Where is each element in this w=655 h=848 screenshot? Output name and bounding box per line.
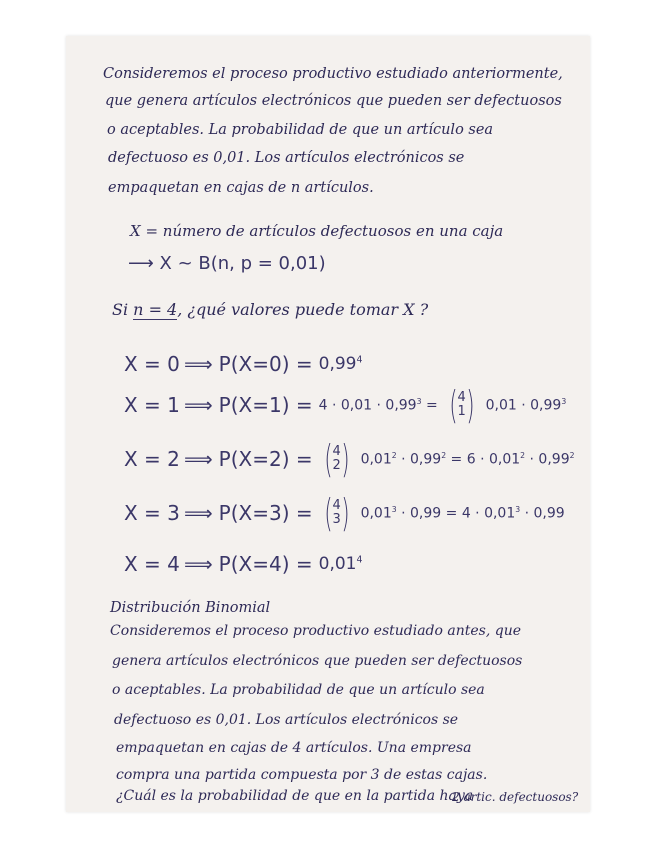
paragraph-line: Consideremos el proceso productivo estudiado anteriormente, xyxy=(103,66,563,82)
paragraph-line: 2 artic. defectuosos? xyxy=(452,790,579,804)
probability-label: P(X=3) = xyxy=(218,501,313,525)
implies-arrow: ⟹ xyxy=(184,352,213,376)
case-row xyxy=(124,437,575,481)
x-value: X = 3 xyxy=(124,501,180,525)
paragraph-line: Consideremos el proceso productivo estudiado antes, que xyxy=(110,623,522,639)
x-value: X = 0 xyxy=(124,352,180,376)
distribution-statement: ⟶ X ~ B(n, p = 0,01) xyxy=(128,253,326,274)
binomial-coefficient: ( 4 2 ) xyxy=(323,437,350,481)
paragraph-line: ¿Cuál es la probabilidad de que en la partida haya xyxy=(116,788,474,804)
x-value: X = 1 xyxy=(124,393,180,417)
question-text: , ¿qué valores puede tomar X ? xyxy=(177,300,429,319)
question-prefix: Si xyxy=(112,300,129,319)
probability-expression: 0,01$^4$ xyxy=(318,554,363,574)
n-value: n = 4 xyxy=(133,300,178,319)
implies-arrow: ⟹ xyxy=(184,552,213,576)
paragraph-line: empaquetan en cajas de n artículos. xyxy=(108,180,374,196)
variable-definition: X = número de artículos defectuosos en una caja xyxy=(130,222,504,240)
probability-tail: $0,01 \cdot 0,99^3$ xyxy=(485,396,567,414)
probability-label: P(X=2) = xyxy=(218,447,313,471)
case-row xyxy=(124,491,565,535)
implies-arrow: ⟹ xyxy=(184,501,213,525)
case-row xyxy=(124,552,362,576)
implies-arrow: ⟹ xyxy=(184,393,213,417)
case-row xyxy=(124,383,567,427)
x-value: X = 4 xyxy=(124,552,180,576)
paragraph-line: empaquetan en cajas de 4 artículos. Una empresa xyxy=(116,740,472,756)
probability-label: P(X=0) = xyxy=(218,352,313,376)
binomial-coefficient: ( 4 1 ) xyxy=(449,383,475,427)
paragraph-line: genera artículos electrónicos que pueden ser defectuosos xyxy=(112,653,523,669)
paragraph-line: que genera artículos electrónicos que pueden ser defectuosos xyxy=(105,93,562,109)
case-row xyxy=(124,352,362,376)
binomial-coefficient: ( 4 3 ) xyxy=(323,491,350,535)
implies-arrow: ⟹ xyxy=(184,447,213,471)
probability-expression: $0,01^3 \cdot 0,99 = 4 \cdot 0,01^3 \cdot 0,99$ xyxy=(360,504,565,522)
probability-expression: $4 \cdot 0,01 \cdot 0,99^3$ = xyxy=(318,396,438,414)
paragraph-line: compra una partida compuesta por 3 de estas cajas. xyxy=(116,767,488,783)
probability-expression: $0,01^2 \cdot 0,99^2 = 6 \cdot 0,01^2 \cdot 0,99^2$ xyxy=(360,450,575,468)
values-question xyxy=(112,300,428,319)
probability-label: P(X=1) = xyxy=(218,393,313,417)
paragraph-line: defectuoso es 0,01. Los artículos electrónicos se xyxy=(108,150,465,166)
probability-expression: 0,99$^4$ xyxy=(318,354,363,374)
paragraph-line: o aceptables. La probabilidad de que un artículo sea xyxy=(107,122,494,138)
x-value: X = 2 xyxy=(124,447,180,471)
paragraph-line: defectuoso es 0,01. Los artículos electrónicos se xyxy=(114,712,459,728)
section-title: Distribución Binomial xyxy=(110,600,271,616)
probability-label: P(X=4) = xyxy=(218,552,313,576)
paragraph-line: o aceptables. La probabilidad de que un artículo sea xyxy=(112,682,485,698)
